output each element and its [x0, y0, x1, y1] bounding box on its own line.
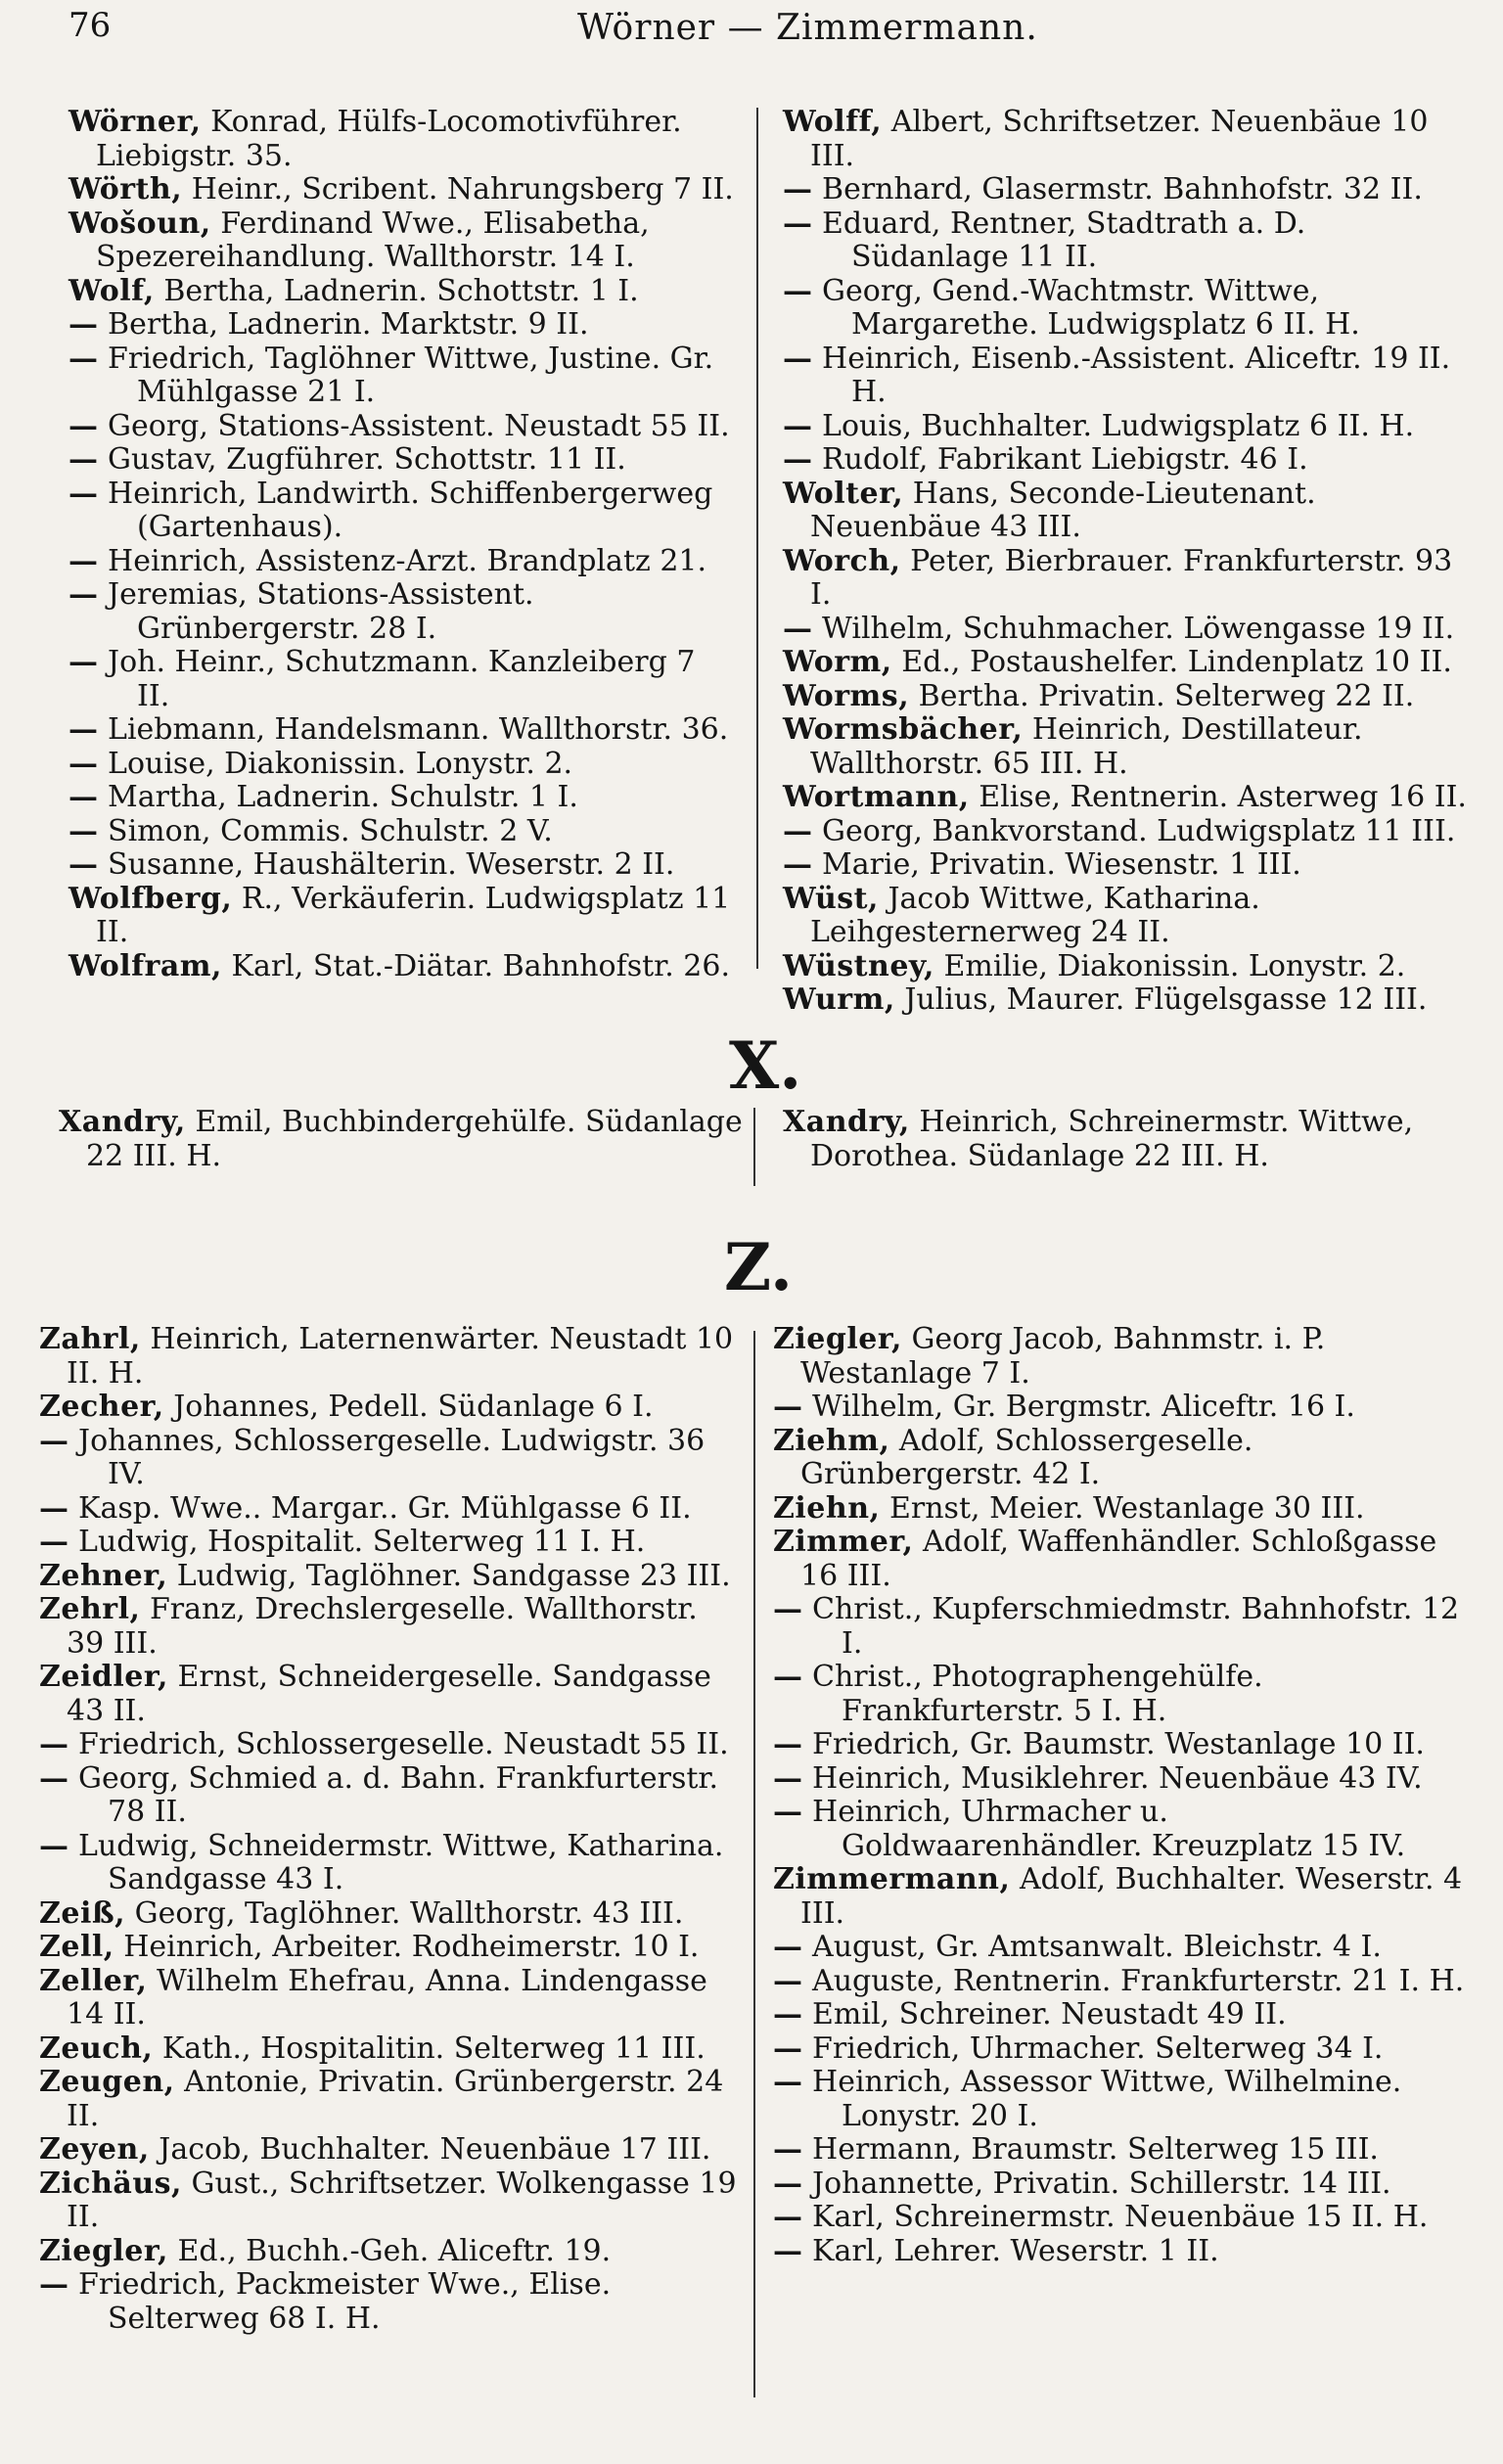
directory-entry — [773, 1863, 1473, 1931]
directory-entry — [783, 106, 1468, 173]
directory-entry — [773, 1728, 1473, 1762]
directory-entry — [783, 883, 1468, 950]
directory-entry — [773, 1492, 1473, 1527]
w-right-column — [783, 106, 1468, 1018]
entry-details: Bertha, Ladnerin. Schottstr. 1 I. — [154, 273, 639, 308]
entry-details: Friedrich, Schlossergeselle. Neustadt 55 II. — [68, 1727, 729, 1761]
entry-details: Heinrich, Eisenb.-Assistent. Aliceftr. 19 II. H. — [812, 341, 1451, 409]
entry-details: Heinrich, Laternenwärter. Neustadt 10 II. H. — [67, 1322, 734, 1391]
entry-details: Karl, Stat.-Diätar. Bahnhofstr. 26. — [222, 948, 730, 983]
directory-entry — [783, 478, 1468, 545]
entry-details: Elise, Rentnerin. Asterweg 16 II. — [969, 780, 1467, 814]
entry-details: Emilie, Diakonissin. Lonystr. 2. — [934, 948, 1406, 983]
directory-entry — [68, 950, 734, 984]
entry-details: Ludwig, Hospitalit. Selterweg 11 I. H. — [68, 1525, 646, 1559]
entry-surname: — — [783, 205, 813, 241]
entry-surname: — — [68, 577, 99, 612]
directory-entry — [39, 1593, 744, 1661]
directory-entry — [68, 883, 734, 950]
directory-entry — [39, 2066, 744, 2133]
entry-surname: — — [773, 1390, 803, 1424]
directory-entry — [773, 2235, 1473, 2269]
directory-entry — [783, 1106, 1468, 1173]
entry-surname: Zeuch, — [39, 2031, 154, 2066]
directory-entry — [773, 1762, 1473, 1797]
entry-details: Georg, Taglöhner. Wallthorstr. 43 III. — [125, 1895, 684, 1931]
entry-details: Emil, Buchbindergehülfe. Südanlage 22 III. H. — [86, 1105, 743, 1173]
directory-entry — [773, 2167, 1473, 2202]
directory-entry — [68, 545, 734, 579]
x-right-column — [783, 1106, 1468, 1173]
entry-surname: Wošoun, — [68, 205, 211, 241]
column-divider — [756, 108, 758, 969]
entry-surname: Zehner, — [39, 1558, 168, 1593]
directory-entry — [773, 1323, 1473, 1391]
entry-surname: Wortmann, — [783, 780, 970, 814]
entry-surname: — — [39, 1490, 69, 1526]
directory-entry — [773, 2201, 1473, 2235]
directory-entry — [68, 308, 734, 342]
entry-surname: Zahrl, — [39, 1322, 141, 1356]
directory-entry — [59, 1106, 744, 1173]
directory-entry — [39, 1931, 744, 1965]
directory-entry — [773, 1796, 1473, 1863]
directory-entry — [783, 815, 1468, 849]
entry-details: Georg Jacob, Bahnmstr. i. P. Westanlage 7 I. — [800, 1322, 1326, 1391]
directory-entry — [39, 2235, 744, 2269]
entry-details: Ed., Postaushelfer. Lindenplatz 10 II. — [891, 645, 1452, 679]
entry-surname: — — [68, 442, 99, 477]
directory-entry — [39, 1425, 744, 1492]
entry-surname: Xandry, — [783, 1105, 910, 1139]
entry-surname: Ziehm, — [773, 1423, 890, 1458]
directory-entry — [773, 2032, 1473, 2067]
entry-details: Heinr., Scribent. Nahrungsberg 7 II. — [182, 172, 734, 206]
entry-details: Friedrich, Packmeister Wwe., Elise. Selterweg 68 I. H. — [68, 2267, 612, 2336]
entry-surname: — — [783, 611, 813, 646]
entry-surname: Zimmermann, — [773, 1862, 1011, 1896]
directory-entry — [68, 578, 734, 646]
entry-surname: — — [39, 1760, 69, 1796]
z-left-column — [39, 1323, 744, 2336]
directory-entry — [783, 275, 1468, 342]
x-left-column — [59, 1106, 744, 1173]
entry-details: Karl, Lehrer. Weserstr. 1 II. — [802, 2233, 1219, 2268]
entry-details: Christ., Photographengehülfe. Frankfurterstr. 5 I. H. — [802, 1660, 1263, 1728]
directory-entry — [39, 2268, 744, 2336]
entry-surname: — — [39, 1525, 69, 1559]
directory-entry — [39, 2133, 744, 2167]
entry-surname: Wörner, — [68, 105, 202, 139]
entry-surname: — — [783, 172, 813, 206]
directory-entry — [68, 478, 734, 545]
entry-surname: Ziegler, — [773, 1322, 902, 1356]
directory-entry — [39, 1560, 744, 1594]
entry-surname: — — [68, 341, 99, 376]
directory-entry — [783, 342, 1468, 410]
entry-surname: Zell, — [39, 1930, 114, 1964]
entry-surname: — — [68, 847, 99, 882]
entry-details: Liebmann, Handelsmann. Wallthorstr. 36. — [98, 712, 729, 747]
entry-details: Adolf, Schlossergeselle. Grünbergerstr. 42 I. — [800, 1423, 1253, 1491]
entry-details: Gust., Schriftsetzer. Wolkengasse 19 II. — [67, 2166, 737, 2234]
entry-details: Johannes, Pedell. Südanlage 6 I. — [163, 1390, 654, 1424]
entry-details: Hans, Seconde-Lieutenant. Neuenbäue 43 III. — [810, 476, 1316, 544]
entry-surname: — — [773, 1963, 803, 1998]
entry-surname: Wolf, — [68, 273, 155, 308]
entry-surname: — — [773, 2166, 803, 2201]
entry-details: Franz, Drechslergeselle. Wallthorstr. 39 III. — [67, 1592, 698, 1661]
entry-surname: Zecher, — [39, 1390, 164, 1424]
entry-details: August, Gr. Amtsanwalt. Bleichstr. 4 I. — [802, 1930, 1382, 1964]
directory-entry — [39, 1661, 744, 1728]
directory-entry — [68, 815, 734, 849]
entry-surname: — — [773, 2132, 803, 2167]
section-letter-z: Z. — [724, 1229, 793, 1305]
entry-surname: Zeller, — [39, 1963, 148, 1998]
directory-entry — [68, 443, 734, 478]
entry-details: Auguste, Rentnerin. Frankfurterstr. 21 I. H. — [802, 1963, 1465, 1998]
directory-entry — [68, 748, 734, 782]
entry-surname: — — [39, 1828, 69, 1863]
entry-surname: Worms, — [783, 678, 910, 713]
entry-surname: Zeidler, — [39, 1660, 168, 1694]
directory-entry — [39, 1830, 744, 1897]
directory-entry — [39, 1762, 744, 1830]
section-letter-x: X. — [729, 1027, 802, 1104]
entry-details: Wilhelm Ehefrau, Anna. Lindengasse 14 II. — [67, 1963, 707, 2031]
z-right-column — [773, 1323, 1473, 2268]
entry-details: Kasp. Wwe.. Margar.. Gr. Mühlgasse 6 II. — [68, 1490, 692, 1526]
entry-surname: — — [783, 847, 813, 882]
entry-details: Heinrich, Uhrmacher u. Goldwaarenhändler. Kreuzplatz 15 IV. — [802, 1795, 1406, 1863]
entry-surname: — — [68, 746, 99, 781]
directory-entry — [783, 207, 1468, 275]
directory-entry — [68, 713, 734, 748]
entry-surname: — — [773, 2200, 803, 2234]
directory-entry — [773, 1425, 1473, 1492]
entry-details: Heinrich, Assistenz-Arzt. Brandplatz 21. — [98, 543, 707, 578]
directory-entry — [68, 342, 734, 410]
entry-details: Ludwig, Schneidermstr. Wittwe, Katharina. Sandgasse 43 I. — [68, 1828, 724, 1896]
entry-details: Konrad, Hülfs-Locomotivführer. Liebigstr. 35. — [96, 105, 682, 173]
entry-surname: Worch, — [783, 543, 901, 578]
directory-entry — [783, 443, 1468, 478]
entry-details: Ferdinand Wwe., Elisabetha, Spezereihandlung. Wallthorstr. 14 I. — [96, 205, 650, 274]
directory-entry — [39, 1897, 744, 1932]
entry-surname: Ziegler, — [39, 2233, 168, 2268]
entry-surname: Worm, — [783, 645, 892, 679]
entry-surname: — — [773, 1760, 803, 1796]
entry-details: Heinrich, Arbeiter. Rodheimerstr. 10 I. — [114, 1930, 700, 1964]
entry-details: Friedrich, Taglöhner Wittwe, Justine. Gr. Mühlgasse 21 I. — [98, 341, 714, 409]
entry-surname: — — [773, 1592, 803, 1626]
entry-details: Wilhelm, Schuhmacher. Löwengasse 19 II. — [812, 611, 1455, 646]
directory-entry — [68, 781, 734, 815]
directory-entry — [68, 106, 734, 173]
directory-entry — [783, 983, 1468, 1018]
entry-details: Hermann, Braumstr. Selterweg 15 III. — [802, 2132, 1379, 2167]
entry-surname: — — [68, 780, 99, 814]
entry-surname: Wurm, — [783, 982, 895, 1017]
entry-details: Jeremias, Stations-Assistent. Grünbergerstr. 28 I. — [98, 577, 534, 646]
entry-details: Ludwig, Taglöhner. Sandgasse 23 III. — [167, 1558, 731, 1593]
entry-details: Johannes, Schlossergeselle. Ludwigstr. 36 IV. — [68, 1423, 706, 1491]
entry-details: Marie, Privatin. Wiesenstr. 1 III. — [812, 847, 1301, 882]
entry-surname: — — [773, 2031, 803, 2066]
entry-surname: Wörth, — [68, 172, 183, 206]
entry-details: Heinrich, Assessor Wittwe, Wilhelmine. Lonystr. 20 I. — [802, 2065, 1402, 2133]
entry-surname: — — [783, 442, 813, 477]
entry-details: Jacob Wittwe, Katharina. Leihgesternerweg 24 II. — [810, 881, 1260, 949]
entry-details: Bertha, Ladnerin. Marktstr. 9 II. — [98, 307, 589, 342]
entry-details: Wilhelm, Gr. Bergmstr. Aliceftr. 16 I. — [802, 1390, 1355, 1424]
directory-entry — [39, 2167, 744, 2235]
directory-entry — [773, 1931, 1473, 1965]
entry-surname: — — [773, 1727, 803, 1761]
entry-surname: — — [773, 1795, 803, 1829]
entry-details: Georg, Gend.-Wachtmstr. Wittwe, Margarethe. Ludwigsplatz 6 II. H. — [812, 273, 1360, 342]
directory-entry — [39, 1728, 744, 1762]
entry-surname: — — [783, 408, 813, 443]
entry-details: Antonie, Privatin. Grünbergerstr. 24 II. — [67, 2065, 724, 2133]
directory-entry — [68, 275, 734, 309]
directory-entry — [783, 680, 1468, 714]
entry-surname: Zeiß, — [39, 1895, 126, 1931]
entry-surname: — — [68, 712, 99, 747]
entry-details: Julius, Maurer. Flügelsgasse 12 III. — [894, 982, 1428, 1017]
entry-surname: — — [68, 813, 99, 848]
entry-details: Adolf, Buchhalter. Weserstr. 4 III. — [800, 1862, 1463, 1931]
entry-details: Louis, Buchhalter. Ludwigsplatz 6 II. H. — [812, 408, 1415, 443]
entry-surname: — — [68, 543, 99, 578]
directory-entry — [39, 2032, 744, 2067]
entry-details: Martha, Ladnerin. Schulstr. 1 I. — [98, 780, 578, 814]
directory-entry — [39, 1526, 744, 1560]
entry-surname: Zichäus, — [39, 2166, 182, 2201]
entry-details: Georg, Bankvorstand. Ludwigsplatz 11 III. — [812, 813, 1456, 848]
entry-details: Albert, Schriftsetzer. Neuenbäue 10 III. — [810, 105, 1429, 173]
directory-entry — [68, 848, 734, 883]
directory-entry — [783, 646, 1468, 680]
entry-surname: Wolff, — [783, 105, 883, 139]
directory-entry — [783, 613, 1468, 647]
entry-surname: — — [68, 307, 99, 342]
directory-entry — [773, 1998, 1473, 2032]
entry-details: Heinrich, Schreinermstr. Wittwe, Dorothea. Südanlage 22 III. H. — [810, 1105, 1414, 1173]
entry-details: Louise, Diakonissin. Lonystr. 2. — [98, 746, 573, 781]
entry-surname: Zeugen, — [39, 2065, 175, 2099]
directory-entry — [68, 207, 734, 275]
directory-entry — [68, 410, 734, 444]
directory-entry — [783, 713, 1468, 781]
entry-surname: Zeyen, — [39, 2132, 150, 2167]
directory-entry — [783, 173, 1468, 207]
entry-details: Bernhard, Glasermstr. Bahnhofstr. 32 II. — [812, 172, 1423, 206]
entry-surname: Zimmer, — [773, 1525, 914, 1559]
entry-surname: — — [773, 1997, 803, 2031]
entry-surname: — — [773, 2065, 803, 2099]
entry-surname: — — [39, 1727, 69, 1761]
directory-entry — [783, 545, 1468, 613]
directory-entry — [783, 950, 1468, 984]
entry-surname: — — [783, 341, 813, 376]
entry-details: Karl, Schreinermstr. Neuenbäue 15 II. H. — [802, 2200, 1429, 2234]
entry-details: Ed., Buchh.-Geh. Aliceftr. 19. — [167, 2233, 612, 2268]
entry-details: Gustav, Zugführer. Schottstr. 11 II. — [98, 442, 626, 477]
entry-surname: Xandry, — [59, 1105, 186, 1139]
entry-details: Eduard, Rentner, Stadtrath a. D. Südanlage 11 II. — [812, 205, 1306, 274]
entry-surname: Ziehn, — [773, 1490, 881, 1526]
running-title: Wörner — Zimmermann. — [577, 8, 1038, 48]
entry-details: Jacob, Buchhalter. Neuenbäue 17 III. — [149, 2132, 711, 2167]
entry-surname: Wüst, — [783, 881, 879, 916]
entry-details: Ernst, Meier. Westanlage 30 III. — [880, 1490, 1365, 1526]
entry-details: Ernst, Schneidergeselle. Sandgasse 43 II. — [67, 1660, 711, 1728]
entry-surname: Wolter, — [783, 476, 904, 511]
entry-surname: — — [783, 813, 813, 848]
entry-details: Peter, Bierbrauer. Frankfurterstr. 93 I. — [810, 543, 1453, 612]
column-divider — [753, 1331, 755, 2397]
entry-details: Susanne, Haushälterin. Weserstr. 2 II. — [98, 847, 675, 882]
directory-entry — [39, 1391, 744, 1425]
entry-details: Friedrich, Gr. Baumstr. Westanlage 10 II. — [802, 1727, 1425, 1761]
w-left-column — [68, 106, 734, 983]
entry-surname: — — [68, 476, 99, 511]
page-number: 76 — [68, 6, 112, 45]
entry-surname: Wolfram, — [68, 948, 222, 983]
entry-details: Christ., Kupferschmiedmstr. Bahnhofstr. 12 I. — [802, 1592, 1460, 1661]
entry-details: Friedrich, Uhrmacher. Selterweg 34 I. — [802, 2031, 1384, 2066]
entry-details: R., Verkäuferin. Ludwigsplatz 11 II. — [96, 881, 731, 949]
directory-entry — [773, 1391, 1473, 1425]
directory-entry — [773, 1593, 1473, 1661]
directory-entry — [68, 173, 734, 207]
directory-entry — [783, 410, 1468, 444]
directory-entry — [39, 1323, 744, 1391]
entry-surname: — — [39, 1423, 69, 1458]
directory-entry — [773, 1965, 1473, 1999]
entry-details: Heinrich, Musiklehrer. Neuenbäue 43 IV. — [802, 1760, 1423, 1796]
entry-details: Adolf, Waffenhändler. Schloßgasse 16 III. — [800, 1525, 1437, 1593]
entry-surname: Zehrl, — [39, 1592, 141, 1626]
entry-details: Bertha. Privatin. Selterweg 22 II. — [909, 678, 1415, 713]
directory-entry — [39, 1965, 744, 2032]
entry-details: Joh. Heinr., Schutzmann. Kanzleiberg 7 II. — [98, 645, 696, 713]
entry-surname: Wüstney, — [783, 948, 934, 983]
directory-entry — [783, 848, 1468, 883]
entry-surname: — — [39, 2267, 69, 2302]
directory-entry — [773, 2133, 1473, 2167]
directory-entry — [773, 2066, 1473, 2133]
entry-surname: — — [773, 1930, 803, 1964]
directory-entry — [39, 1492, 744, 1527]
entry-surname: — — [783, 273, 813, 308]
entry-details: Georg, Schmied a. d. Bahn. Frankfurterstr. 78 II. — [68, 1760, 719, 1829]
column-divider — [753, 1108, 755, 1186]
entry-details: Heinrich, Landwirth. Schiffenbergerweg (Gartenhaus). — [98, 476, 713, 544]
entry-details: Georg, Stations-Assistent. Neustadt 55 II. — [98, 408, 730, 443]
entry-surname: — — [773, 1660, 803, 1694]
entry-details: Rudolf, Fabrikant Liebigstr. 46 I. — [812, 442, 1308, 477]
directory-entry — [773, 1661, 1473, 1728]
directory-entry — [68, 646, 734, 713]
entry-details: Emil, Schreiner. Neustadt 49 II. — [802, 1997, 1287, 2031]
entry-surname: — — [773, 2233, 803, 2268]
directory-entry — [783, 781, 1468, 815]
entry-details: Johannette, Privatin. Schillerstr. 14 III. — [802, 2166, 1391, 2201]
entry-details: Kath., Hospitalitin. Selterweg 11 III. — [153, 2031, 706, 2066]
entry-surname: Wormsbächer, — [783, 712, 1024, 747]
entry-surname: — — [68, 645, 99, 679]
entry-surname: Wolfberg, — [68, 881, 233, 916]
entry-details: Heinrich, Destillateur. Wallthorstr. 65 III. H. — [810, 712, 1363, 781]
entry-surname: — — [68, 408, 99, 443]
entry-details: Simon, Commis. Schulstr. 2 V. — [98, 813, 553, 848]
directory-entry — [773, 1526, 1473, 1593]
